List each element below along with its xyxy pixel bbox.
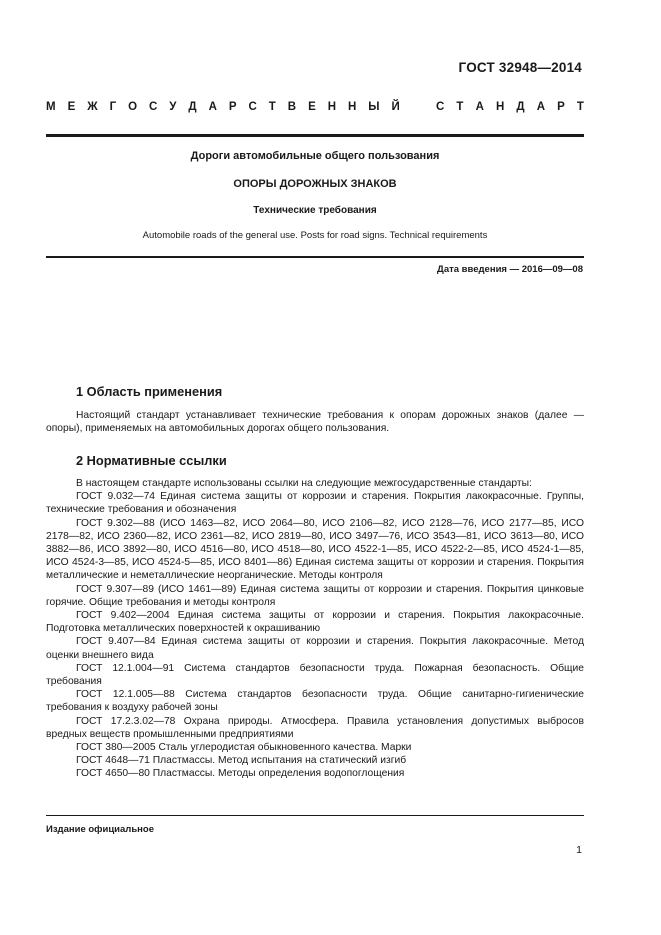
section-1-text (46, 409, 584, 435)
banner-letter: А (475, 101, 484, 113)
section-1-heading: 1 Область применения (76, 384, 223, 399)
banner-letter: Ж (87, 101, 98, 113)
banner-letter: Т (456, 101, 464, 113)
standard-word (436, 101, 584, 113)
title-divider (46, 256, 584, 258)
banner-letter: Н (327, 101, 337, 113)
banner-letter: Е (67, 101, 76, 113)
banner-letter: Е (308, 101, 316, 113)
reference-text: ГОСТ 12.1.004—91 Система стандартов безопасности труда. Пожарная безопасность. Общие требования (46, 662, 584, 688)
reference-text: ГОСТ 17.2.3.02—78 Охрана природы. Атмосфера. Правила установления допустимых выбросов вредных веществ промышленными предприятиями (46, 715, 584, 740)
banner-letter: С (436, 101, 445, 113)
footer-divider (46, 815, 584, 816)
title-roads: Дороги автомобильные общего пользования (190, 150, 440, 162)
reference-text: ГОСТ 9.402—2004 Единая система защиты от коррозии и старения. Покрытия лакокрасочные. Подготовка металлических поверхностей к окрашиванию (46, 610, 584, 635)
banner-letter: Т (576, 101, 584, 113)
banner-letter: С (248, 101, 257, 113)
reference-text: ГОСТ 9.302—88 (ИСО 1463—82, ИСО 2064—80, ИСО 2106—82, ИСО 2128—76, ИСО 2177—85, ИСО 2178—82, ИСО 2360—82, ИСО 2361—82, ИСО 2819—80, ИСО 3497—76, ИСО 3543—81, ИСО 3613—80, ИСО 3882—86, ИСО 3892—80, ИСО 4516—80, ИСО 4518—80, ИСО 4522-1—85, ИСО 4522-2—85, ИСО 4524-1—85, ИСО 4524-3—85, ИСО 4524-5—85, ИСО 8401—86) Единая система защиты от коррозии и старения. Покрытия металлические и неметаллические неорганические. Методы контроля (46, 517, 584, 582)
section-2-intro-text: В настоящем стандарте использованы ссылки на следующие межгосударственные стандарты: (76, 478, 532, 489)
reference-item (46, 490, 584, 516)
banner-letter: Р (557, 101, 565, 113)
title-subtitle: Технические требования (253, 205, 377, 216)
official-edition-label: Издание официальное (46, 824, 154, 835)
banner-letter: Й (391, 101, 400, 113)
title-main: ОПОРЫ ДОРОЖНЫХ ЗНАКОВ (233, 178, 397, 190)
header-divider (46, 134, 584, 137)
banner-letter: В (287, 101, 297, 113)
reference-item (46, 517, 584, 583)
banner-letter: У (169, 101, 177, 113)
banner-letter: С (149, 101, 158, 113)
reference-text: ГОСТ 380—2005 Сталь углеродистая обыкновенного качества. Марки (76, 742, 412, 754)
section-2-heading: 2 Нормативные ссылки (76, 453, 227, 468)
reference-text: ГОСТ 9.307—89 (ИСО 1461—89) Единая система защиты от коррозии и старения. Покрытия цинковые горячие. Общие требования и методы контроля (46, 583, 584, 608)
banner-letter: Т (268, 101, 276, 113)
reference-item (46, 662, 584, 688)
reference-text: ГОСТ 4648—71 Пластмассы. Метод испытания на статический изгиб (76, 755, 407, 767)
banner-letter: Р (228, 101, 237, 113)
reference-text: ГОСТ 4650—80 Пластмассы. Методы определения водопоглощения (76, 768, 405, 780)
introduction-date: Дата введения — 2016—09—08 (437, 264, 583, 275)
banner-letter: Ы (368, 101, 380, 113)
banner-letter: Д (188, 101, 197, 113)
reference-text: ГОСТ 9.032—74 Единая система защиты от коррозии и старения. Покрытия лакокрасочные. Группы, технические требования и обозначения (46, 491, 584, 516)
section-2-intro (46, 477, 584, 490)
banner-letter: М (46, 101, 56, 113)
reference-text: ГОСТ 12.1.005—88 Система стандартов безопасности труда. Общие санитарно-гигиенические требования к воздуху рабочей зоны (46, 689, 584, 714)
reference-item (46, 715, 584, 741)
reference-item (46, 688, 584, 714)
reference-item (46, 741, 584, 754)
interstate-word (46, 101, 400, 113)
banner-letter: Н (347, 101, 357, 113)
reference-item (46, 609, 584, 635)
page-number: 1 (576, 844, 582, 856)
gost-number: ГОСТ 32948—2014 (458, 60, 582, 75)
banner-letter: А (536, 101, 546, 113)
title-english: Automobile roads of the general use. Posts for road signs. Technical requirements (142, 230, 488, 241)
reference-item (46, 767, 584, 780)
banner-letter: Д (516, 101, 525, 113)
reference-item (46, 635, 584, 661)
banner-letter: О (128, 101, 138, 113)
reference-item (46, 583, 584, 609)
section-2-body (46, 477, 584, 781)
interstate-standard-banner (46, 99, 584, 115)
banner-letter: Н (495, 101, 505, 113)
banner-letter: Г (109, 101, 117, 113)
reference-item (46, 754, 584, 767)
reference-text: ГОСТ 9.407—84 Единая система защиты от коррозии и старения. Покрытия лакокрасочные. Метод оценки внешнего вида (46, 636, 584, 661)
banner-letter: А (208, 101, 217, 113)
section-1-body: Настоящий стандарт устанавливает технические требования к опорам дорожных знаков (далее — опоры), применяемых на автомобильных дорогах общего пользования. (46, 410, 584, 435)
